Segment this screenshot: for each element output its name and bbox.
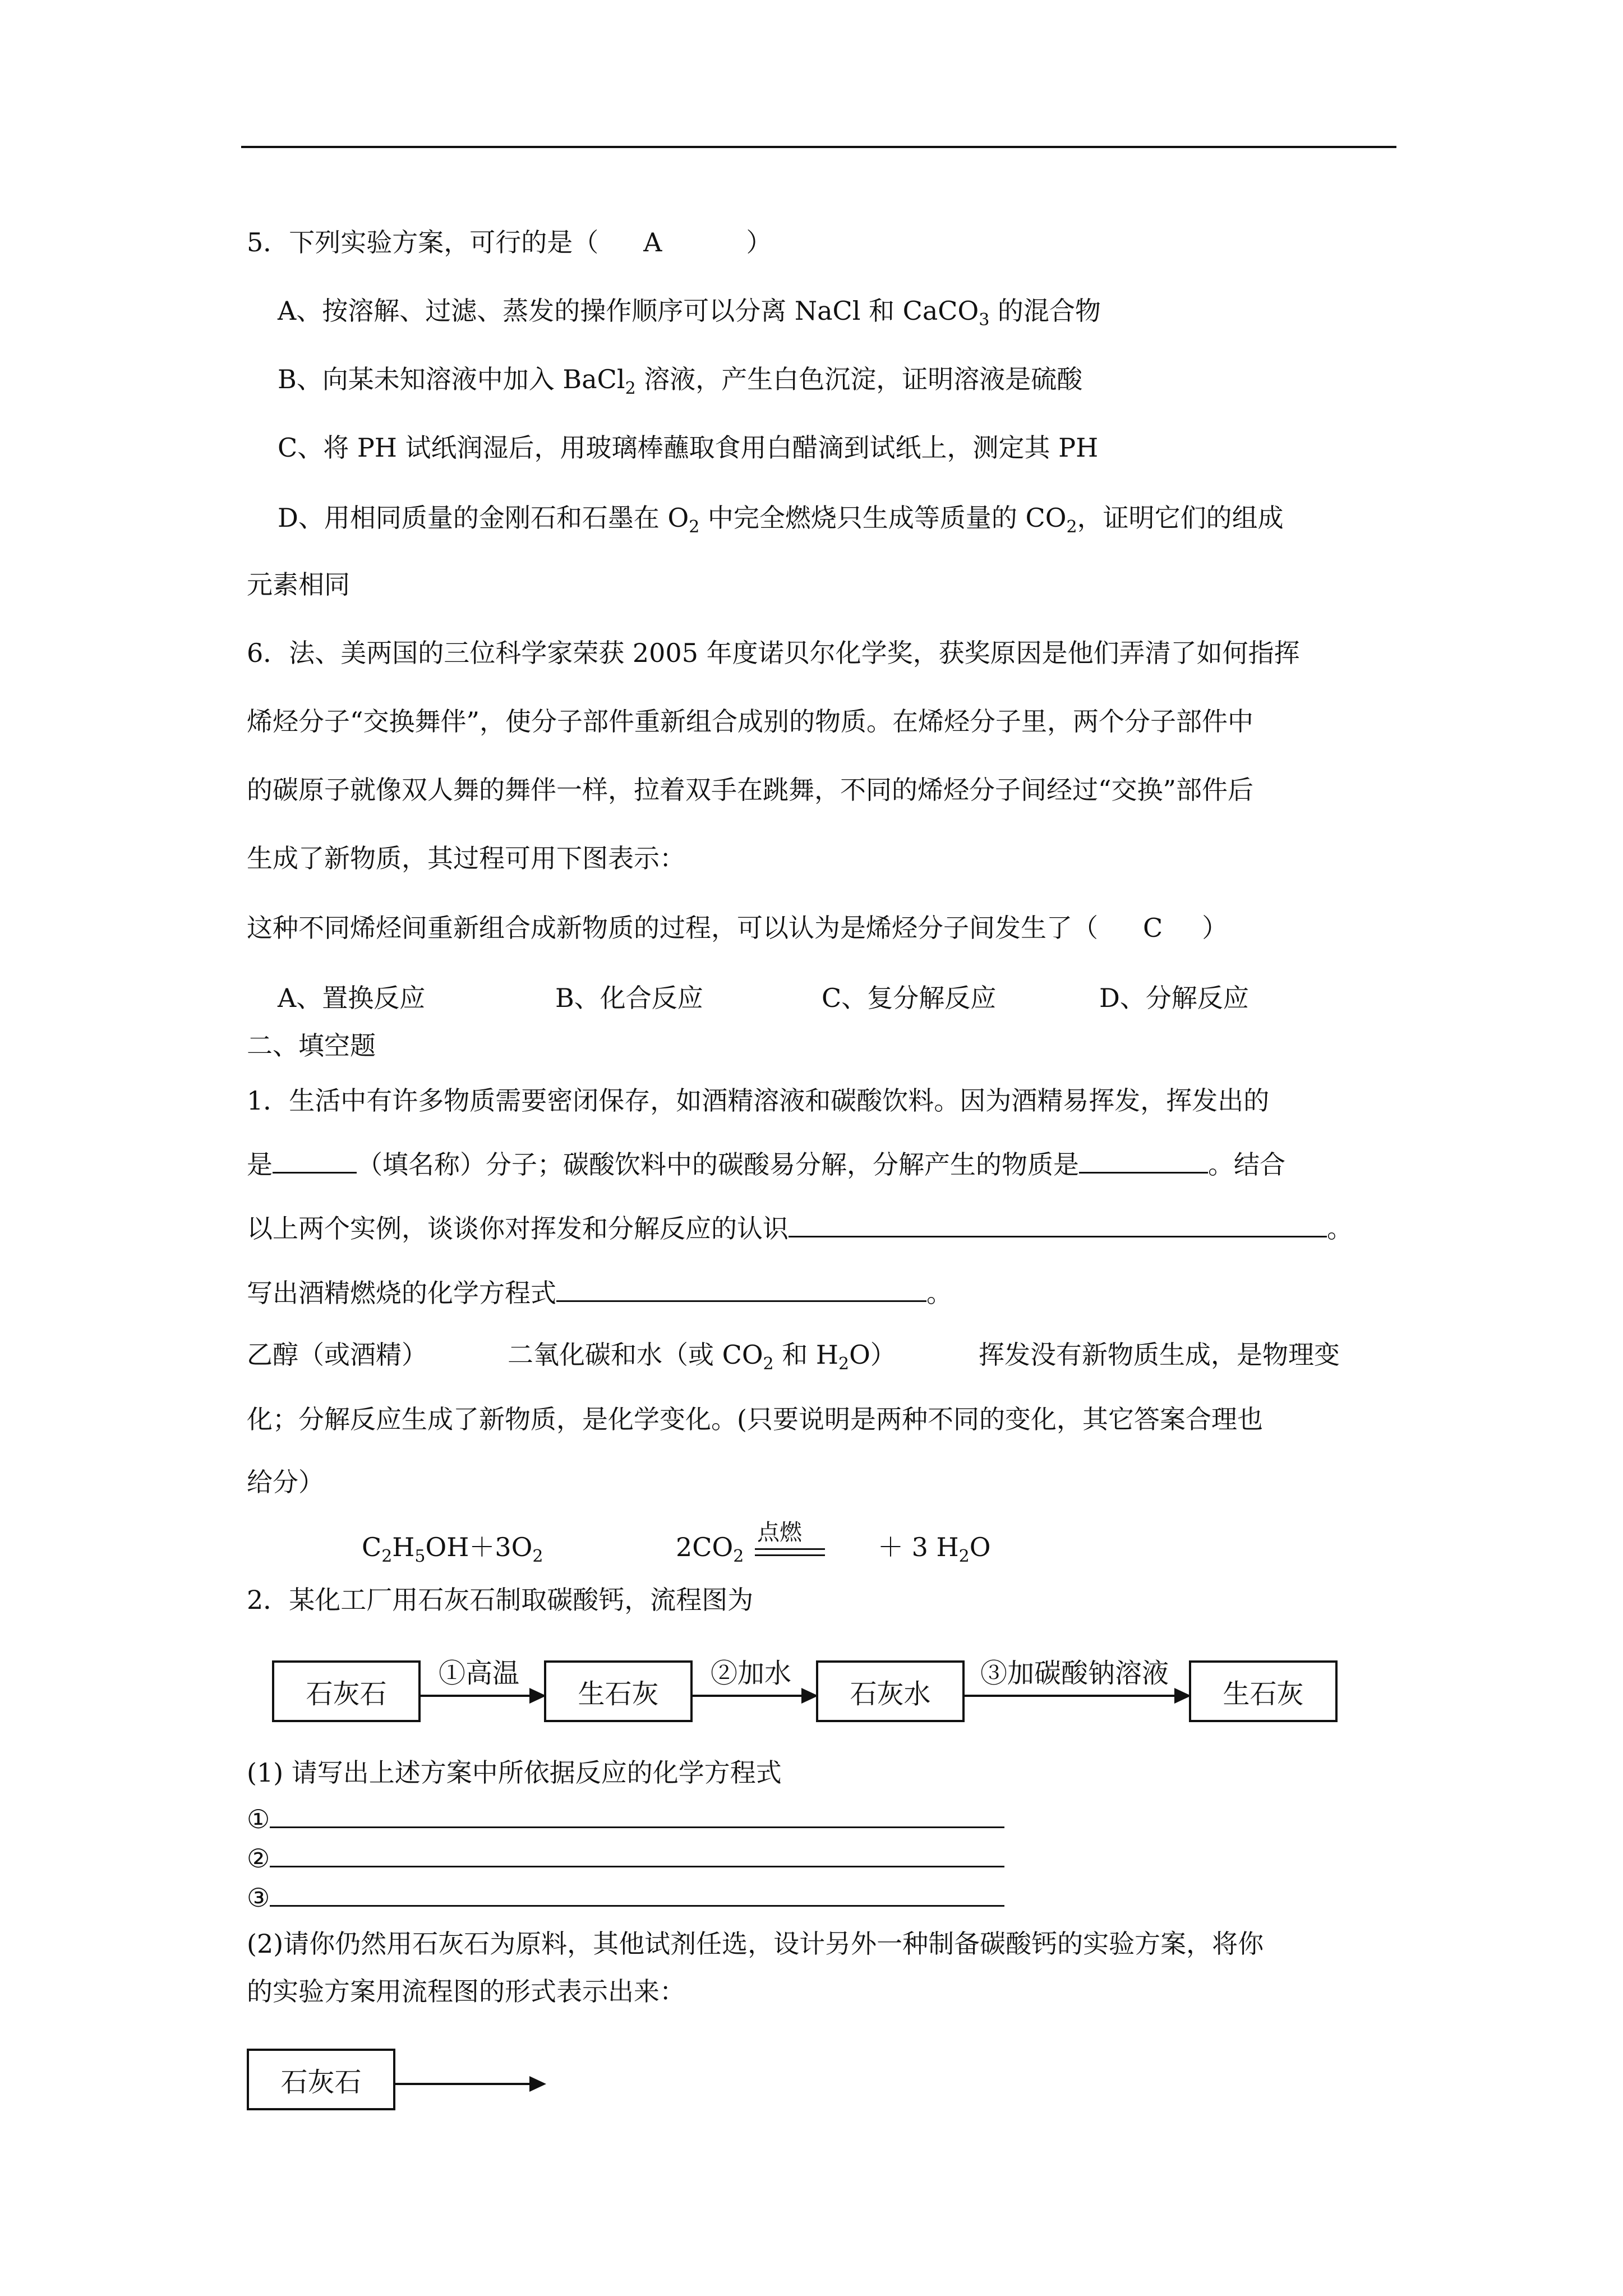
f1-answer-3: 挥发没有新物质生成，是物理变 [979,1340,1340,1370]
equation-equals-bottom [755,1554,825,1556]
flow-label-1: ①高温 [439,1658,520,1689]
q6-option-a: A、置换反应 [278,983,426,1013]
flow-arrow-1 [421,1695,544,1697]
flow-box-limewater: 石灰水 [816,1660,965,1722]
f1-answer-2: 二氧化碳和水（或 $CO_2$ 和 $H_2O$） [508,1340,896,1374]
equation-blank-2: ② [247,1841,1004,1875]
equation-condition: 点燃 [757,1520,802,1545]
q5-stem [247,226,772,259]
blank-2[interactable] [1079,1147,1208,1174]
q6-line-2: 烯烃分子“交换舞伴”，使分子部件重新组合成别的物质。在烯烃分子里，两个分子部件中 [247,706,1254,737]
q5-answer: A [643,227,662,257]
blank-1[interactable] [273,1147,357,1174]
section-title: 二、填空题 [247,1030,376,1061]
f1-line-1: 1．生活中有许多物质需要密闭保存，如酒精溶液和碳酸饮料。因为酒精易挥发，挥发出的 [247,1085,1270,1116]
f2-sub2-line1: (2)请你仍然用石灰石为原料，其他试剂任选，设计另外一种制备碳酸钙的实验方案，将你 [247,1929,1264,1959]
blank-3[interactable] [789,1211,1327,1237]
equation-blank-line-1[interactable] [270,1802,1004,1828]
flow-box-quicklime: 生石灰 [544,1660,693,1722]
q5-option-c: C、将 PH 试纸润湿后，用玻璃棒蘸取食用白醋滴到试纸上，测定其 PH [278,432,1099,463]
equation-blank-line-3[interactable] [270,1880,1004,1907]
f1-answer-3-line2: 化；分解反应生成了新物质，是化学变化。(只要说明是两种不同的变化，其它答案合理也 [247,1404,1263,1434]
equation-right: ＋ 3 $H_2O$ [878,1532,991,1566]
q5-option-b: B、向某未知溶液中加入 BaCl$_2$ 溶液，产生白色沉淀，证明溶液是硫酸 [278,364,1083,398]
equation-blank-1: ① [247,1802,1004,1836]
flow-start-arrow [395,2083,544,2085]
q5-option-a: A、按溶解、过滤、蒸发的操作顺序可以分离 NaCl 和 CaCO$_3$ 的混合物 [278,296,1101,330]
flow-label-3: ③加碳酸钠溶液 [980,1658,1169,1689]
flow-box-limestone: 石灰石 [272,1660,421,1722]
q6-option-b: B、化合反应 [555,983,703,1013]
f1-answer-1: 乙醇（或酒精） [247,1340,427,1370]
q6-question: 这种不同烯烃间重新组合成新物质的过程，可以认为是烯烃分子间发生了（ C ） [247,913,1228,943]
equation-equals-top [755,1548,825,1550]
f2-stem: 2．某化工厂用石灰石制取碳酸钙，流程图为 [247,1585,754,1615]
q6-line-3: 的碳原子就像双人舞的舞伴一样，拉着双手在跳舞，不同的烯烃分子间经过“交换”部件后 [247,775,1254,805]
q5-stem-text: 5．下列实验方案，可行的是（ [247,227,599,257]
f2-sub2-line2: 的实验方案用流程图的形式表示出来： [247,1976,685,2007]
q6-line-4: 生成了新物质，其过程可用下图表示： [247,843,685,873]
flow-arrow-3 [965,1695,1189,1697]
blank-4[interactable] [556,1276,926,1302]
flow-label-2: ②加水 [711,1658,792,1689]
f2-sub1: (1) 请写出上述方案中所依据反应的化学方程式 [247,1757,782,1788]
q6-answer: C [1143,913,1163,943]
q6-line-1: 6．法、美两国的三位科学家荣获 2005 年度诺贝尔化学奖，获奖原因是他们弄清了如何指挥 [247,638,1300,668]
flow-start-box: 石灰石 [247,2049,395,2110]
q5-option-d-line2: 元素相同 [247,569,350,600]
q6-option-d: D、分解反应 [1099,983,1249,1013]
equation-blank-line-2[interactable] [270,1841,1004,1867]
header-rule [241,146,1396,148]
flow-box-quicklime-2: 生石灰 [1189,1660,1338,1722]
q5-option-d: D、用相同质量的金刚石和石墨在 $O_2$ 中完全燃烧只生成等质量的 $CO_2$，证明它们的组成 [278,503,1284,537]
equation-product: $2CO_2$ [676,1532,744,1566]
q5-stem-close: ） [746,227,772,257]
f1-line-3: 以上两个实例，谈谈你对挥发和分解反应的认识 。 [247,1211,1353,1245]
flow-arrow-2 [693,1695,816,1697]
f1-answer-3-line3: 给分） [247,1467,324,1497]
q6-option-c: C、复分解反应 [822,983,997,1013]
f1-line-4: 写出酒精燃烧的化学方程式 。 [247,1276,952,1310]
equation-blank-3: ③ [247,1880,1004,1915]
equation-left: $C_2H_5OH+3O_2$ [362,1532,543,1566]
f1-line-2: 是 （填名称）分子；碳酸饮料中的碳酸易分解，分解产生的物质是 。结合 [247,1147,1285,1181]
